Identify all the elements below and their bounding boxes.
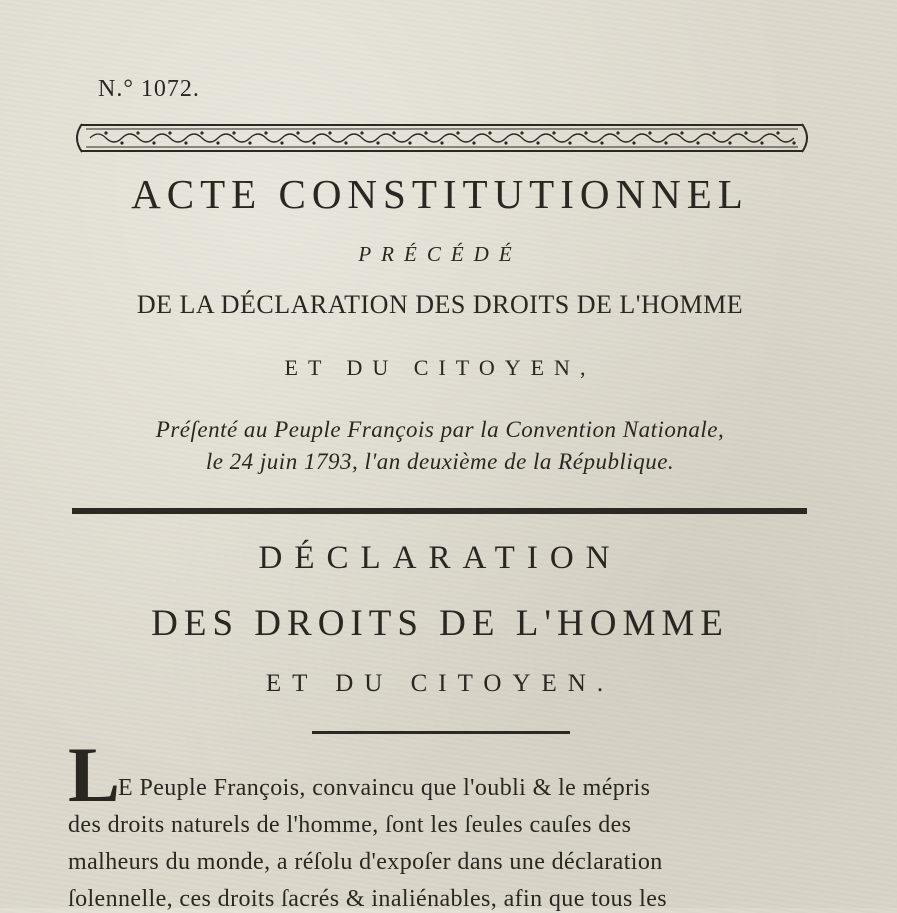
body-line: E Peuple François, convaincu que l'oubli & le mépris bbox=[118, 775, 651, 801]
ornamental-border bbox=[72, 120, 812, 156]
thick-divider bbox=[72, 508, 807, 514]
title-precede: PRÉCÉDÉ bbox=[358, 242, 522, 266]
body-line: des droits naturels de l'homme, ſont les ſeules cauſes des bbox=[68, 812, 632, 838]
body-line: ſolennelle, ces droits ſacrés & inaliénables, afin que tous les bbox=[68, 886, 668, 912]
body-line: malheurs du monde, a réſolu d'expoſer dans une déclaration bbox=[68, 849, 663, 875]
drop-cap: L bbox=[68, 731, 121, 818]
title-acte: ACTE CONSTITUTIONNEL bbox=[131, 171, 749, 217]
subtitle-presente: Préſenté au Peuple François par la Convention Nationale, bbox=[155, 417, 725, 442]
title-declaration-line: DE LA DÉCLARATION DES DROITS DE L'HOMME bbox=[136, 290, 744, 319]
title-citoyen: ET DU CITOYEN, bbox=[284, 355, 596, 380]
section-heading-citoyen: ET DU CITOYEN. bbox=[265, 670, 615, 697]
thin-divider bbox=[312, 731, 570, 734]
subtitle-date: le 24 juin 1793, l'an deuxième de la République. bbox=[205, 449, 675, 474]
section-heading-declaration: DÉCLARATION bbox=[258, 540, 622, 576]
section-heading-droits: DES DROITS DE L'HOMME bbox=[151, 603, 729, 644]
document-number: N.° 1072. bbox=[98, 76, 200, 102]
